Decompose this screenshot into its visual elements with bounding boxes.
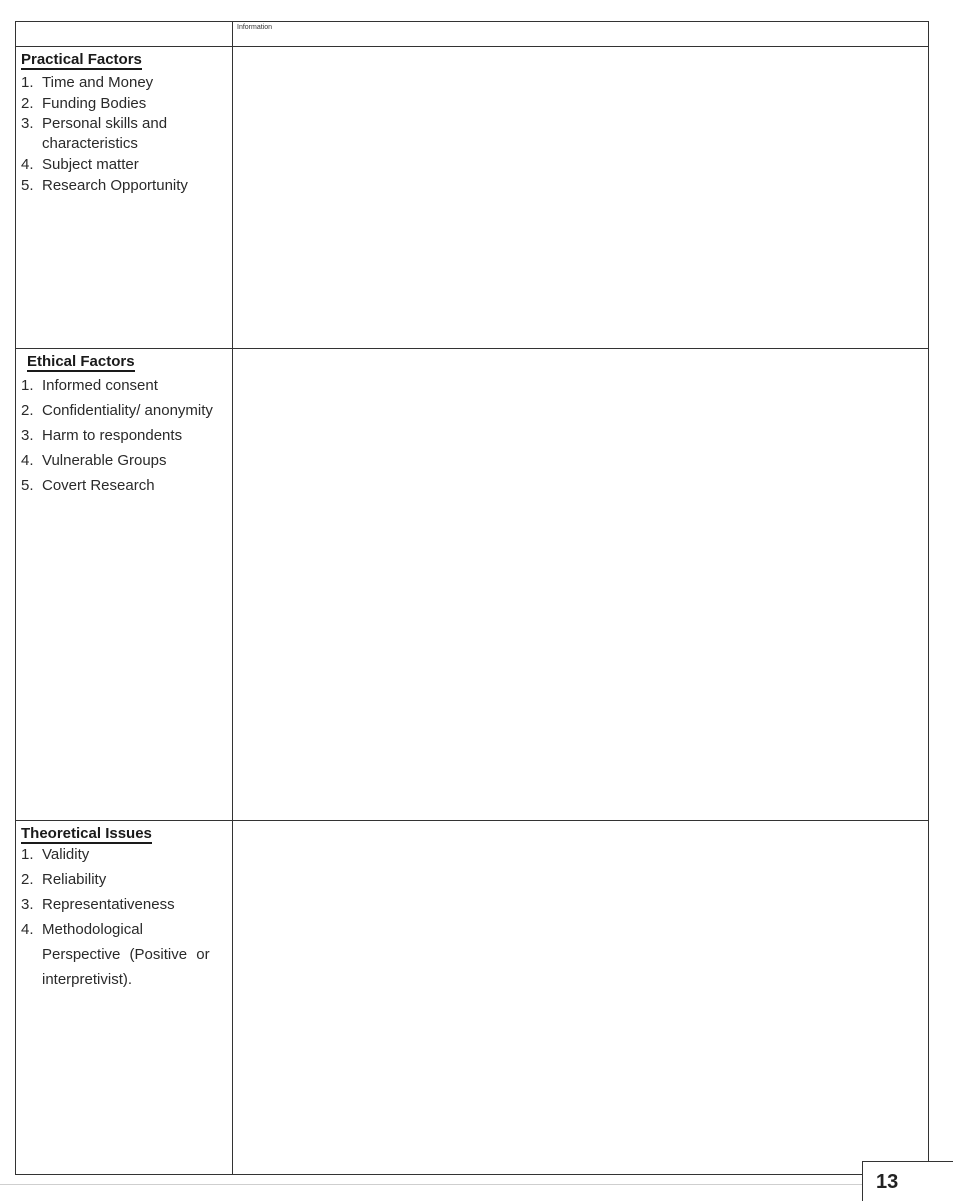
- information-header: Information: [237, 24, 273, 31]
- factor-list: [21, 72, 230, 196]
- section-title: Practical Factors: [21, 51, 142, 68]
- list-item: 3. Harm to respondents: [21, 427, 183, 444]
- list-item: 5. Research Opportunity: [21, 177, 188, 194]
- section-theoretical-issues: [16, 820, 928, 1173]
- information-cell[interactable]: [233, 47, 928, 348]
- section-title: Ethical Factors: [27, 353, 135, 370]
- list-item: 4. Vulnerable Groups: [21, 452, 167, 469]
- list-item: 1. Validity: [21, 846, 90, 863]
- information-cell[interactable]: [233, 821, 928, 1173]
- list-item: 2. Reliability: [21, 871, 107, 888]
- section-ethical-factors: [16, 348, 928, 820]
- section-list-cell: [16, 373, 232, 844]
- page-number: 13: [862, 1161, 953, 1201]
- header-row: [16, 22, 928, 47]
- list-item: 1. Time and Money: [21, 74, 154, 91]
- list-item: 1. Informed consent: [21, 377, 158, 394]
- list-item: 4. Subject matter: [21, 156, 139, 173]
- section-practical-factors: [16, 47, 928, 348]
- section-title: Theoretical Issues: [21, 825, 152, 842]
- list-item: 3. Representativeness: [21, 896, 175, 913]
- list-item: 2. Confidentiality/ anonymity: [21, 402, 213, 419]
- factor-list: [21, 842, 230, 992]
- list-item: 4. Methodological Perspective (Positive or interpretivist).: [21, 921, 210, 988]
- worksheet-table: [15, 21, 929, 1175]
- list-item: 3. Personal skills and characteristics: [21, 115, 168, 152]
- section-label-cell: [16, 821, 232, 1173]
- list-item: 2. Funding Bodies: [21, 95, 147, 112]
- list-item: 5. Covert Research: [21, 477, 155, 494]
- page-footer-rule: [0, 1184, 862, 1185]
- information-cell[interactable]: [233, 349, 928, 820]
- factor-list: [21, 373, 230, 498]
- section-label-cell: [16, 47, 232, 348]
